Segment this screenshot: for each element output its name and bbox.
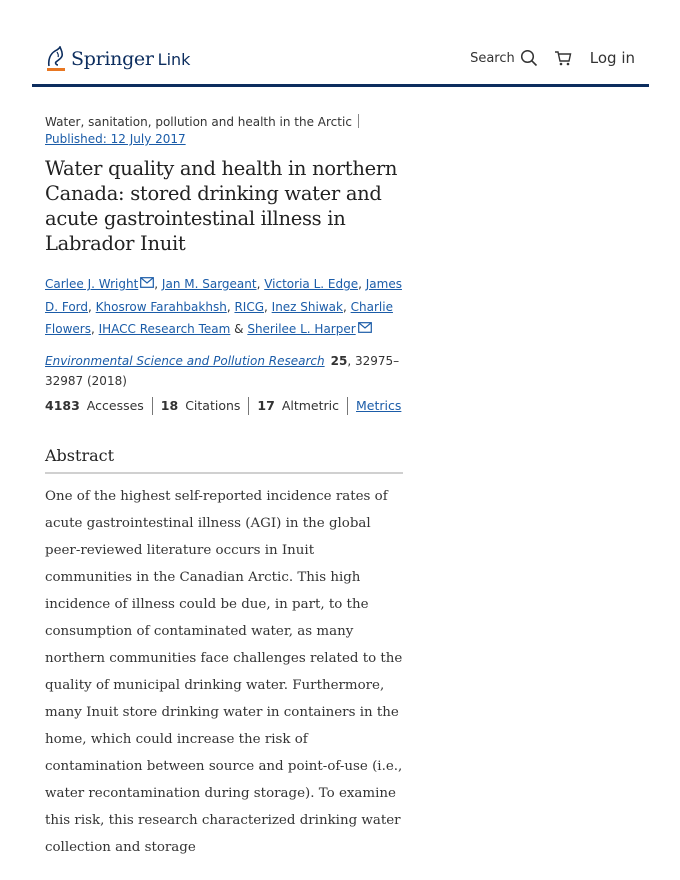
author-link[interactable]: Inez Shiwak (271, 299, 343, 314)
article-main (45, 114, 403, 861)
article-metrics (45, 396, 403, 416)
search-label: Search (470, 50, 515, 66)
abstract-text: One of the highest self-reported incidence rates of acute gastrointestinal illness (AGI) in the global peer-reviewed literature occurs in Inuit communities in the Canadian Arctic. This high incidence of illness could be due, in part, to the consumption of contaminated water, as many northern communities face challenges related to the quality of municipal drinking water. Furthermore, many Inuit store drinking water in containers in the home, which could increase the risk of contamination between source and point-of-use (i.e., water recontamination during storage). To examine this risk, this research characterized drinking water collection and storage (45, 488, 403, 855)
author-link[interactable]: RICG (234, 299, 265, 314)
login-link[interactable]: Log in (589, 49, 635, 67)
author-link[interactable]: Khosrow Farahbakhsh (95, 299, 227, 314)
journal-link[interactable]: Environmental Science and Pollution Research (45, 353, 325, 368)
author-link[interactable]: IHACC Research Team (98, 322, 231, 336)
header-nav (470, 49, 635, 67)
metrics-divider (347, 397, 348, 415)
search-button[interactable] (470, 49, 538, 67)
email-icon[interactable] (140, 277, 154, 288)
cart-button[interactable] (554, 49, 572, 67)
published-date[interactable]: Published: 12 July 2017 (45, 132, 186, 146)
metrics-divider (248, 397, 249, 415)
citations-label: Citations (185, 397, 241, 413)
search-icon (520, 49, 538, 67)
author-link[interactable]: Jan M. Sargeant (161, 277, 257, 291)
springer-horse-icon (45, 46, 67, 72)
citations-count: 18 (160, 397, 179, 413)
springer-link-logo[interactable] (45, 46, 190, 72)
collection-link[interactable]: Water, sanitation, pollution and health in the Arctic (45, 115, 352, 129)
article-title: Water quality and health in northern Canada: stored drinking water and acute gastrointestinal illness in Labrador Inuit (45, 157, 398, 255)
header-divider (32, 84, 649, 87)
abstract-heading: Abstract (45, 446, 403, 474)
metrics-divider (152, 397, 153, 415)
email-icon[interactable] (358, 322, 372, 333)
author-list: Carlee J. Wright , Jan M. Sargeant, Victoria L. Edge, James D. Ford, Khosrow Farahbakhsh, RICG, Inez Shiwak, Charlie Flowers, IHACC Research Team & Sherilee L. Harper (45, 277, 402, 336)
breadcrumb-separator (358, 114, 359, 128)
altmetric-count: 17 (257, 397, 275, 413)
author-link[interactable]: James D. Ford (45, 277, 402, 314)
site-header (32, 40, 649, 84)
brand-name: Springer (71, 48, 154, 70)
author-link[interactable]: Sherilee L. Harper (247, 322, 356, 336)
journal-volume: 25 (330, 353, 348, 368)
journal-pages: , 32975–32987 (2018) (45, 353, 400, 388)
collection-breadcrumb (45, 114, 403, 131)
altmetric-label: Altmetric (281, 397, 340, 413)
author-link[interactable]: Carlee J. Wright (45, 277, 139, 291)
brand-sub: Link (157, 49, 191, 69)
author-link[interactable]: Charlie Flowers (45, 299, 393, 336)
accesses-label: Accesses (86, 397, 144, 413)
metrics-link[interactable]: Metrics (356, 397, 402, 413)
cart-icon (554, 49, 572, 67)
author-link[interactable]: Victoria L. Edge (264, 277, 359, 291)
accesses-count: 4183 (45, 397, 80, 413)
journal-citation (45, 351, 403, 391)
